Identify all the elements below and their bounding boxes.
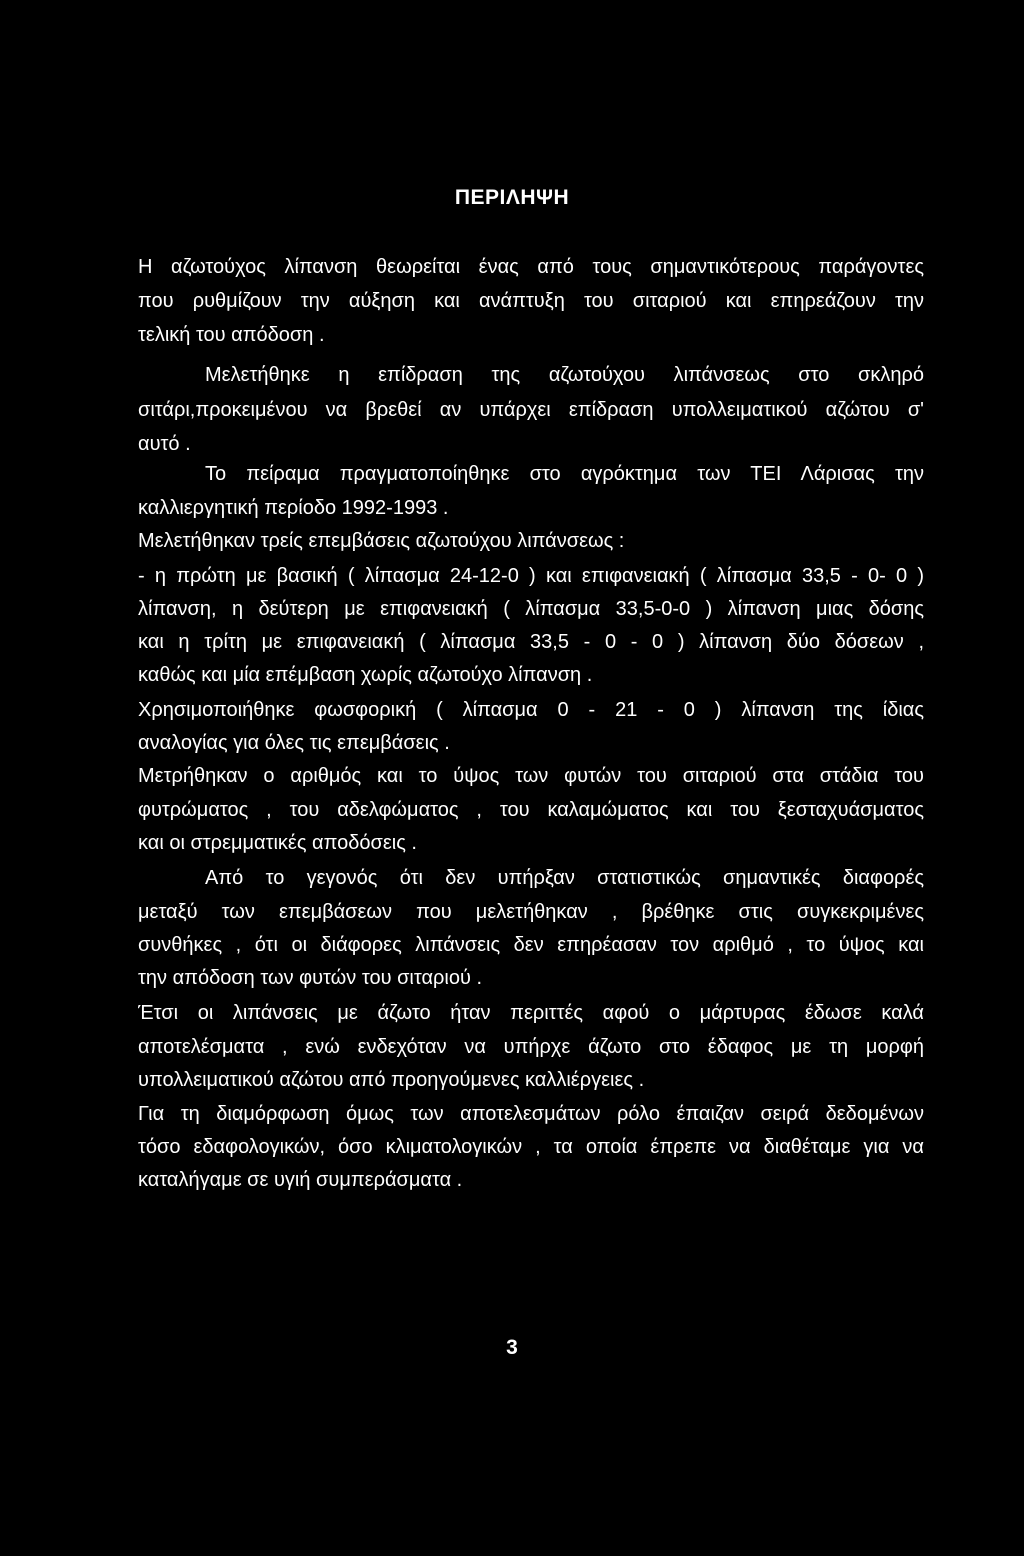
body-line: και η τρίτη με επιφανειακή ( λίπασμα 33,5 - 0 - 0 ) λίπανση δύο δόσεων , [138,631,924,653]
body-line: Μελετήθηκαν τρείς επεμβάσεις αζωτούχου λιπάνσεως : [138,530,625,552]
body-line: καθώς και μία επέμβαση χωρίς αζωτούχο λίπανση . [138,664,593,686]
body-line: Έτσι οι λιπάνσεις με άζωτο ήταν περιττές αφού ο μάρτυρας έδωσε καλά [138,1002,924,1024]
body-line: αποτελέσματα , ενώ ενδεχόταν να υπήρχε άζωτο στο έδαφος με τη μορφή [138,1036,924,1058]
body-line: λίπανση, η δεύτερη με επιφανειακή ( λίπασμα 33,5-0-0 ) λίπανση μιας δόσης [138,598,924,620]
body-line: τόσο εδαφολογικών, όσο κλιματολογικών , τα οποία έπρεπε να διαθέταμε για να [138,1136,924,1158]
body-line: Μελετήθηκε η επίδραση της αζωτούχου λιπάνσεως στο σκληρό [205,364,924,386]
body-line: τελική του απόδοση . [138,324,325,346]
body-line: αυτό . [138,433,191,455]
body-line: υπολλειματικού αζώτου από προηγούμενες καλλιέργειες . [138,1069,645,1091]
body-line: καλλιεργητική περίοδο 1992-1993 . [138,497,449,519]
body-line: Χρησιμοποιήθηκε φωσφορική ( λίπασμα 0 - 21 - 0 ) λίπανση της ίδιας [138,699,924,721]
body-line: Η αζωτούχος λίπανση θεωρείται ένας από τους σημαντικότερους παράγοντες [138,256,924,278]
body-line: Το πείραμα πραγματοποίηθηκε στο αγρόκτημα των ΤΕΙ Λάρισας την [205,463,924,485]
body-line: και οι στρεμματικές αποδόσεις . [138,832,417,854]
body-line: σιτάρι,προκειμένου να βρεθεί αν υπάρχει επίδραση υπολλειματικού αζώτου σ' [138,399,924,421]
body-line: Μετρήθηκαν ο αριθμός και το ύψος των φυτών του σιταριού στα στάδια του [138,765,924,787]
body-line: Από το γεγονός ότι δεν υπήρξαν στατιστικώς σημαντικές διαφορές [205,867,924,889]
body-line: την απόδοση των φυτών του σιταριού . [138,967,483,989]
body-line: συνθήκες , ότι οι διάφορες λιπάνσεις δεν επηρέασαν τον αριθμό , το ύψος και [138,934,924,956]
body-line: - η πρώτη με βασική ( λίπασμα 24-12-0 ) και επιφανειακή ( λίπασμα 33,5 - 0- 0 ) [138,565,924,587]
page-number: 3 [506,1336,518,1359]
body-line: καταλήγαμε σε υγιή συμπεράσματα . [138,1169,463,1191]
body-line: που ρυθμίζουν την αύξηση και ανάπτυξη του σιταριού και επηρεάζουν την [138,290,924,312]
body-line: φυτρώματος , του αδελφώματος , του καλαμώματος και του ξεσταχυάσματος [138,799,924,821]
page-title: ΠΕΡΙΛΗΨΗ [454,186,570,209]
body-line: αναλογίας για όλες τις επεμβάσεις . [138,732,450,754]
body-line: Για τη διαμόρφωση όμως των αποτελεσμάτων ρόλο έπαιζαν σειρά δεδομένων [138,1103,924,1125]
body-line: μεταξύ των επεμβάσεων που μελετήθηκαν , βρέθηκε στις συγκεκριμένες [138,901,924,923]
